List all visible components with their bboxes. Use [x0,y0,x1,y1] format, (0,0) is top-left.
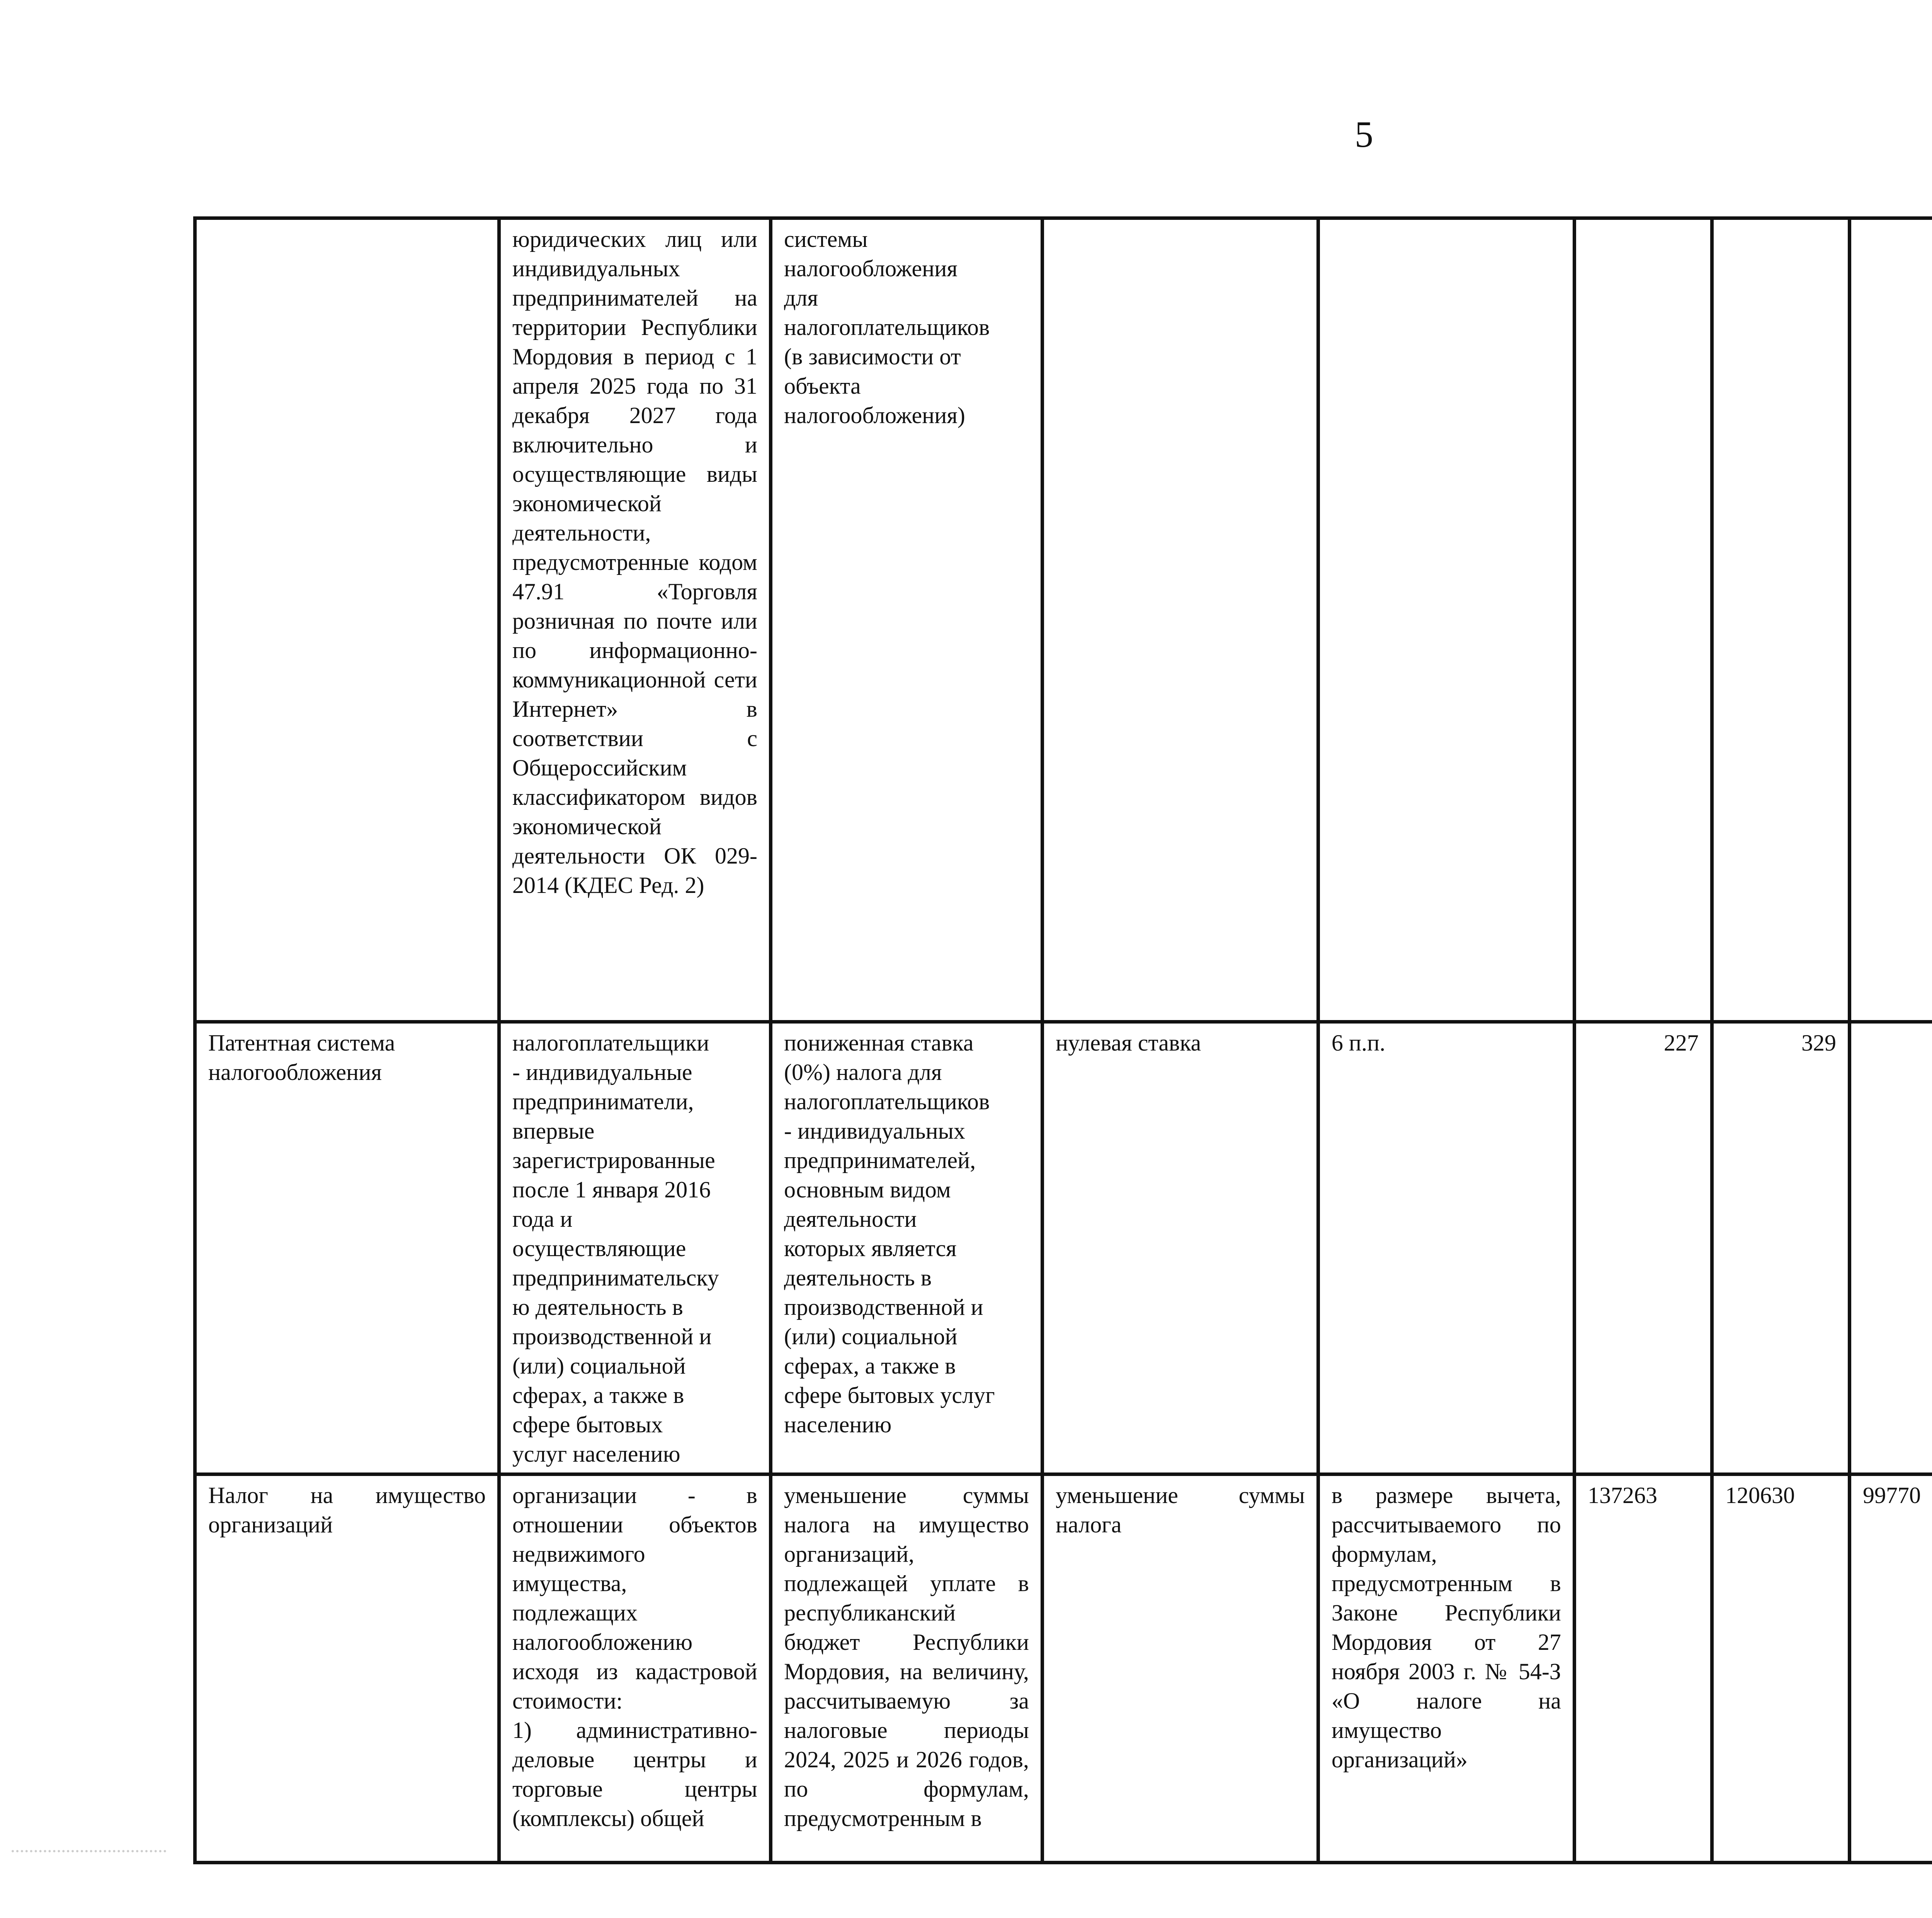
value-cell-1 [1575,218,1712,1022]
benefit-type-cell [1043,218,1318,1022]
value-cell-2 [1712,218,1850,1022]
value-cell-3 [1850,218,1932,1022]
tax-name-cell [195,218,499,1022]
value-cell-3: 99770 [1850,1474,1932,1863]
taxpayers-cell: юридических лиц или индивидуальных предпринимателей на территории Республики Мордовия в период с 1 апреля 2025 года по 31 декабря 2027 года включительно и осуществляющие виды экономической деятельности, предусмотренные кодом 47.91 «Торговля розничная по почте или по информационно-коммуникационной сети Интернет» в соответствии с Общероссийским классификатором видов экономической деятельности ОК 029-2014 (КДЕС Ред. 2) [499,218,771,1022]
benefit-type-cell: нулевая ставка [1043,1022,1318,1474]
table-row [195,1474,1932,1863]
norm-cell [1318,218,1575,1022]
table-row [195,1022,1932,1474]
scan-artifact [12,1850,166,1860]
norm-cell: 6 п.п. [1318,1022,1575,1474]
benefit-type-cell: уменьшение суммы налога [1043,1474,1318,1863]
value-cell-3 [1850,1022,1932,1474]
value-cell-2: 120630 [1712,1474,1850,1863]
value-cell-1: 227 [1575,1022,1712,1474]
tax-benefits-table [193,216,1932,1864]
table-row [195,218,1932,1022]
taxpayers-cell: организации - в отношении объектов недвижимого имущества, подлежащих налогообложению исходя из кадастровой стоимости: 1) административно-деловые центры и торговые центры (комплексы) общей [499,1474,771,1863]
value-cell-1: 137263 [1575,1474,1712,1863]
benefit-cell: системы налогообложения для налогоплательщиков (в зависимости от объекта налогообложения) [771,218,1043,1022]
page-number: 5 [1355,114,1373,155]
benefit-cell: уменьшение суммы налога на имущество организаций, подлежащей уплате в республиканский бюджет Республики Мордовия, на величину, рассчитываемую за налоговые периоды 2024, 2025 и 2026 годов, по формулам, предусмотренным в [771,1474,1043,1863]
norm-cell: в размере вычета, рассчитываемого по формулам, предусмотренным в Законе Республики Мордовия от 27 ноября 2003 г. № 54-З «О налоге на имущество организаций» [1318,1474,1575,1863]
tax-name-cell: Налог на имущество организаций [195,1474,499,1863]
benefit-cell: пониженная ставка (0%) налога для налогоплательщиков - индивидуальных предпринимателей, основным видом деятельности которых является деятельность в производственной и (или) социальной сферах, а также в сфере бытовых услуг населению [771,1022,1043,1474]
tax-name-cell: Патентная система налогообложения [195,1022,499,1474]
value-cell-2: 329 [1712,1022,1850,1474]
taxpayers-cell: налогоплательщики - индивидуальные предприниматели, впервые зарегистрированные после 1 января 2016 года и осуществляющие предпринимательску ю деятельность в производственной и (или) социальной сферах, а также в сфере бытовых услуг населению [499,1022,771,1474]
